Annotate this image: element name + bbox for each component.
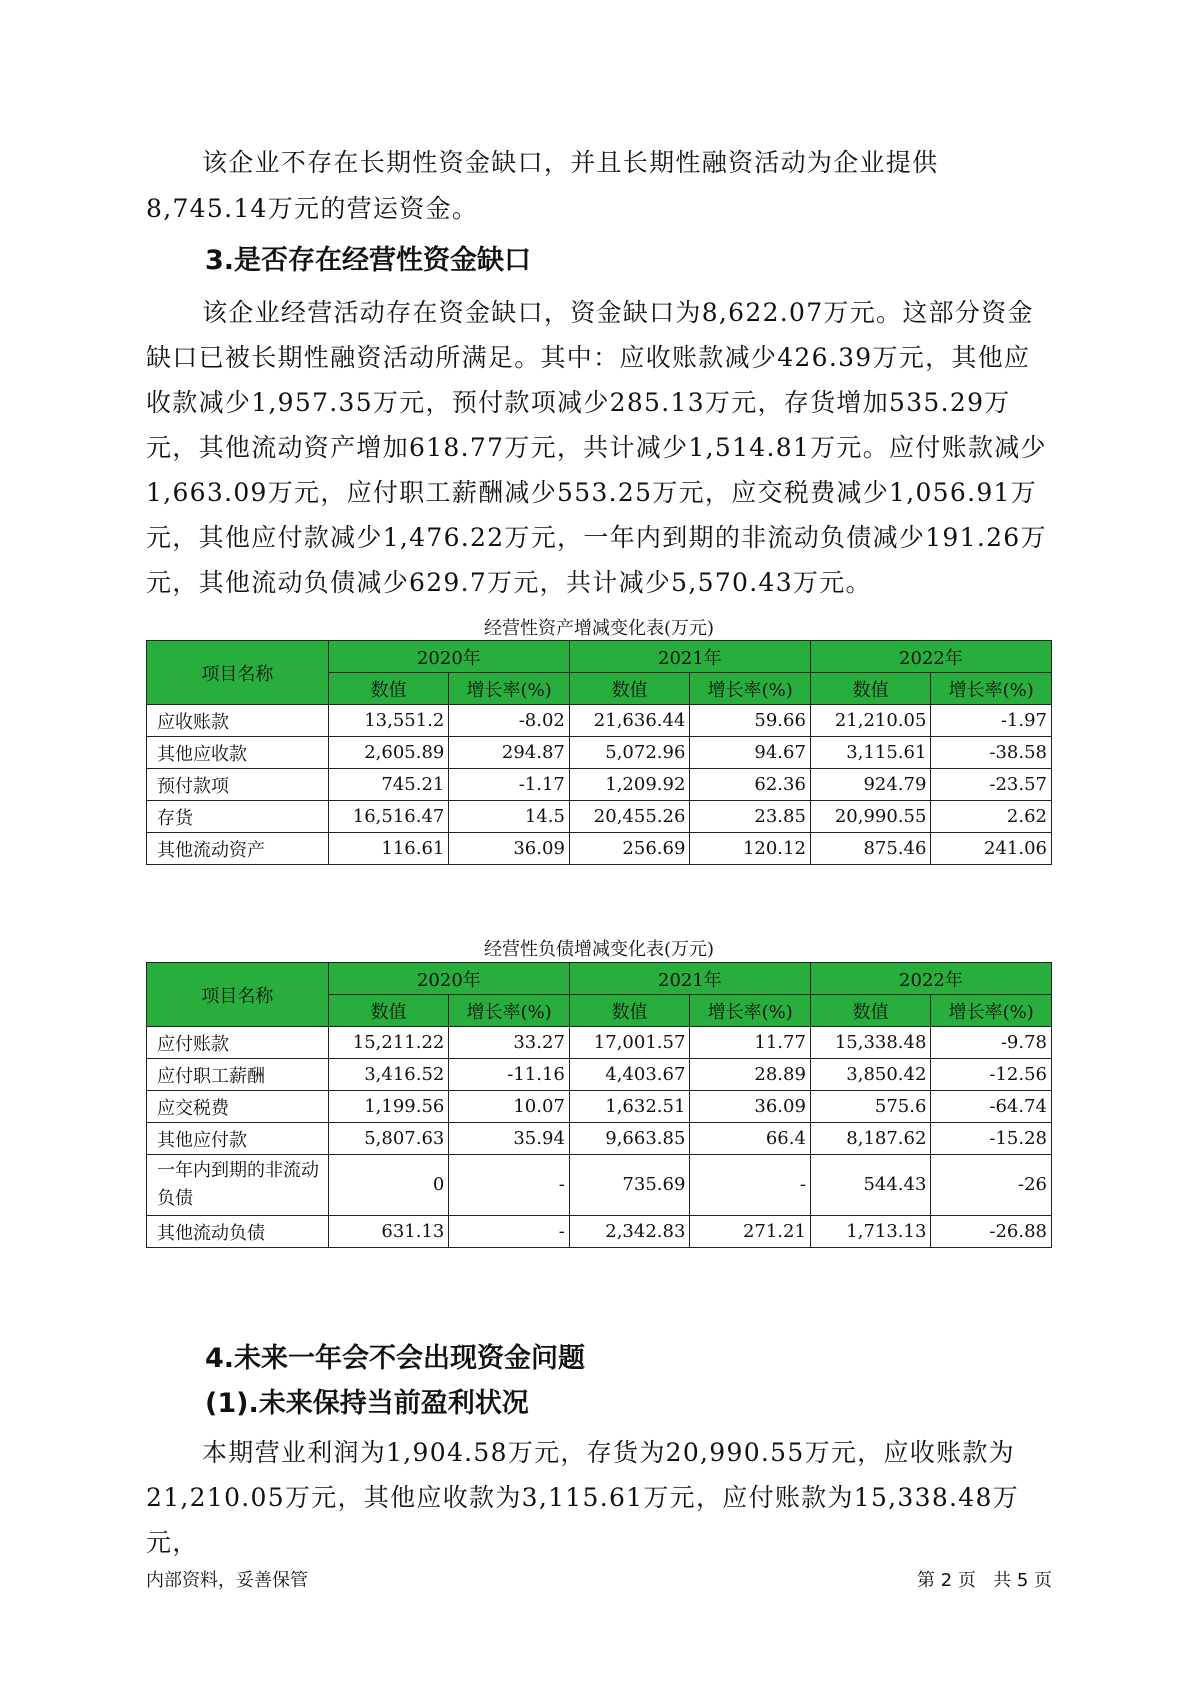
cell-value: 256.69 — [569, 833, 690, 865]
cell-value: 5,072.96 — [569, 737, 690, 769]
row-name: 其他流动负债 — [147, 1216, 329, 1248]
cell-value: 0 — [328, 1155, 449, 1216]
cell-value: 9,663.85 — [569, 1123, 690, 1155]
cell-growth: -9.78 — [931, 1027, 1052, 1059]
cell-growth: 23.85 — [690, 801, 811, 833]
header-growth: 增长率(%) — [931, 995, 1052, 1027]
header-value: 数值 — [569, 673, 690, 705]
cell-growth: 66.4 — [690, 1123, 811, 1155]
cell-value: 1,209.92 — [569, 769, 690, 801]
cell-value: 116.61 — [328, 833, 449, 865]
cell-value: 544.43 — [810, 1155, 931, 1216]
table-row — [147, 1155, 1052, 1216]
cell-growth: 241.06 — [931, 833, 1052, 865]
cell-growth: -15.28 — [931, 1123, 1052, 1155]
header-year-2021: 2021年 — [569, 963, 810, 995]
cell-value: 21,210.05 — [810, 705, 931, 737]
cell-growth: -26.88 — [931, 1216, 1052, 1248]
cell-growth: - — [690, 1155, 811, 1216]
cell-growth: -1.97 — [931, 705, 1052, 737]
header-growth: 增长率(%) — [449, 673, 570, 705]
cell-value: 15,338.48 — [810, 1027, 931, 1059]
cell-value: 20,990.55 — [810, 801, 931, 833]
cell-value: 3,416.52 — [328, 1059, 449, 1091]
cell-value: 924.79 — [810, 769, 931, 801]
table-row — [147, 833, 1052, 865]
cell-growth: 59.66 — [690, 705, 811, 737]
cell-value: 1,632.51 — [569, 1091, 690, 1123]
paragraph-line-2: 8,745.14万元的营运资金。 — [146, 194, 479, 223]
header-growth: 增长率(%) — [690, 995, 811, 1027]
header-year-2021: 2021年 — [569, 641, 810, 673]
table1-caption: 经营性资产增减变化表(万元) — [483, 618, 715, 639]
cell-growth: 28.89 — [690, 1059, 811, 1091]
cell-growth: 10.07 — [449, 1091, 570, 1123]
cell-growth: 120.12 — [690, 833, 811, 865]
paragraph-line-1: 该企业不存在长期性资金缺口，并且长期性融资活动为企业提供 — [202, 148, 939, 177]
cell-value: 3,850.42 — [810, 1059, 931, 1091]
cell-value: 17,001.57 — [569, 1027, 690, 1059]
cell-value: 735.69 — [569, 1155, 690, 1216]
cell-value: 1,199.56 — [328, 1091, 449, 1123]
footer-page-number: 第 2 页 共 5 页 — [917, 1570, 1052, 1591]
cell-growth: -38.58 — [931, 737, 1052, 769]
row-name: 应交税费 — [147, 1091, 329, 1123]
cell-growth: -8.02 — [449, 705, 570, 737]
header-item-name: 项目名称 — [147, 641, 329, 705]
header-year-2020: 2020年 — [328, 641, 569, 673]
row-name: 预付款项 — [147, 769, 329, 801]
table-row — [147, 769, 1052, 801]
header-value: 数值 — [569, 995, 690, 1027]
cell-value: 2,605.89 — [328, 737, 449, 769]
row-name: 应收账款 — [147, 705, 329, 737]
cell-growth: 14.5 — [449, 801, 570, 833]
cell-value: 8,187.62 — [810, 1123, 931, 1155]
row-name: 一年内到期的非流动负债 — [147, 1155, 329, 1216]
cell-value: 2,342.83 — [569, 1216, 690, 1248]
cell-value: 875.46 — [810, 833, 931, 865]
cell-value: 4,403.67 — [569, 1059, 690, 1091]
row-name: 其他应付款 — [147, 1123, 329, 1155]
row-name: 应付职工薪酬 — [147, 1059, 329, 1091]
table-row — [147, 705, 1052, 737]
row-name: 其他应收款 — [147, 737, 329, 769]
cell-value: 20,455.26 — [569, 801, 690, 833]
header-growth: 增长率(%) — [690, 673, 811, 705]
header-value: 数值 — [328, 673, 449, 705]
cell-value: 15,211.22 — [328, 1027, 449, 1059]
cell-value: 631.13 — [328, 1216, 449, 1248]
cell-growth: -11.16 — [449, 1059, 570, 1091]
header-value: 数值 — [810, 995, 931, 1027]
cell-growth: 36.09 — [449, 833, 570, 865]
operating-liabilities-table — [146, 962, 1052, 1248]
header-growth: 增长率(%) — [449, 995, 570, 1027]
table2-caption: 经营性负债增减变化表(万元) — [483, 939, 715, 960]
cell-growth: 62.36 — [690, 769, 811, 801]
row-name: 存货 — [147, 801, 329, 833]
cell-growth: - — [449, 1216, 570, 1248]
cell-value: 13,551.2 — [328, 705, 449, 737]
cell-growth: -26 — [931, 1155, 1052, 1216]
header-item-name: 项目名称 — [147, 963, 329, 1027]
cell-value: 5,807.63 — [328, 1123, 449, 1155]
table-row — [147, 1027, 1052, 1059]
paragraph-profit: 本期营业利润为1,904.58万元，存货为20,990.55万元，应收账款为21,210.05万元，其他应收款为3,115.61万元，应付账款为15,338.48万元， — [146, 1438, 1019, 1557]
cell-growth: 271.21 — [690, 1216, 811, 1248]
table-row — [147, 737, 1052, 769]
cell-growth: -64.74 — [931, 1091, 1052, 1123]
cell-value: 16,516.47 — [328, 801, 449, 833]
cell-growth: 2.62 — [931, 801, 1052, 833]
cell-value: 745.21 — [328, 769, 449, 801]
row-name: 应付账款 — [147, 1027, 329, 1059]
header-value: 数值 — [810, 673, 931, 705]
table-row — [147, 1123, 1052, 1155]
operating-assets-table — [146, 640, 1052, 865]
row-name: 其他流动资产 — [147, 833, 329, 865]
header-growth: 增长率(%) — [931, 673, 1052, 705]
cell-growth: 36.09 — [690, 1091, 811, 1123]
cell-growth: 33.27 — [449, 1027, 570, 1059]
cell-growth: - — [449, 1155, 570, 1216]
section-heading-4: 4.未来一年会不会出现资金问题 — [205, 1343, 586, 1374]
cell-growth: 94.67 — [690, 737, 811, 769]
footer-confidential-note: 内部资料，妥善保管 — [146, 1570, 308, 1591]
section-heading-3: 3.是否存在经营性资金缺口 — [205, 245, 532, 276]
table-row — [147, 801, 1052, 833]
header-value: 数值 — [328, 995, 449, 1027]
cell-value: 21,636.44 — [569, 705, 690, 737]
cell-value: 575.6 — [810, 1091, 931, 1123]
paragraph-funding-gap: 该企业经营活动存在资金缺口，资金缺口为8,622.07万元。这部分资金缺口已被长期性融资活动所满足。其中：应收账款减少426.39万元，其他应收款减少1,957.35万元，预付款项减少285.13万元，存货增加535.29万元，其他流动资产增加618.77万元，共计减少1,514.81万元。应付账款减少1,663.09万元，应付职工薪酬减少553.25万元，应交税费减少1,056.91万元，其他应付款减少1,476.22万元，一年内到期的非流动负债减少191.26万元，其他流动负债减少629.7万元，共计减少5,570.43万元。 — [146, 298, 1047, 597]
header-year-2022: 2022年 — [810, 963, 1051, 995]
cell-growth: 294.87 — [449, 737, 570, 769]
header-year-2022: 2022年 — [810, 641, 1051, 673]
table-row — [147, 1091, 1052, 1123]
cell-growth: 11.77 — [690, 1027, 811, 1059]
table-row — [147, 1059, 1052, 1091]
cell-growth: -12.56 — [931, 1059, 1052, 1091]
header-year-2020: 2020年 — [328, 963, 569, 995]
cell-growth: -23.57 — [931, 769, 1052, 801]
cell-growth: 35.94 — [449, 1123, 570, 1155]
cell-value: 3,115.61 — [810, 737, 931, 769]
table-row — [147, 1216, 1052, 1248]
cell-value: 1,713.13 — [810, 1216, 931, 1248]
subsection-heading-4-1: (1).未来保持当前盈利状况 — [205, 1388, 529, 1419]
cell-growth: -1.17 — [449, 769, 570, 801]
